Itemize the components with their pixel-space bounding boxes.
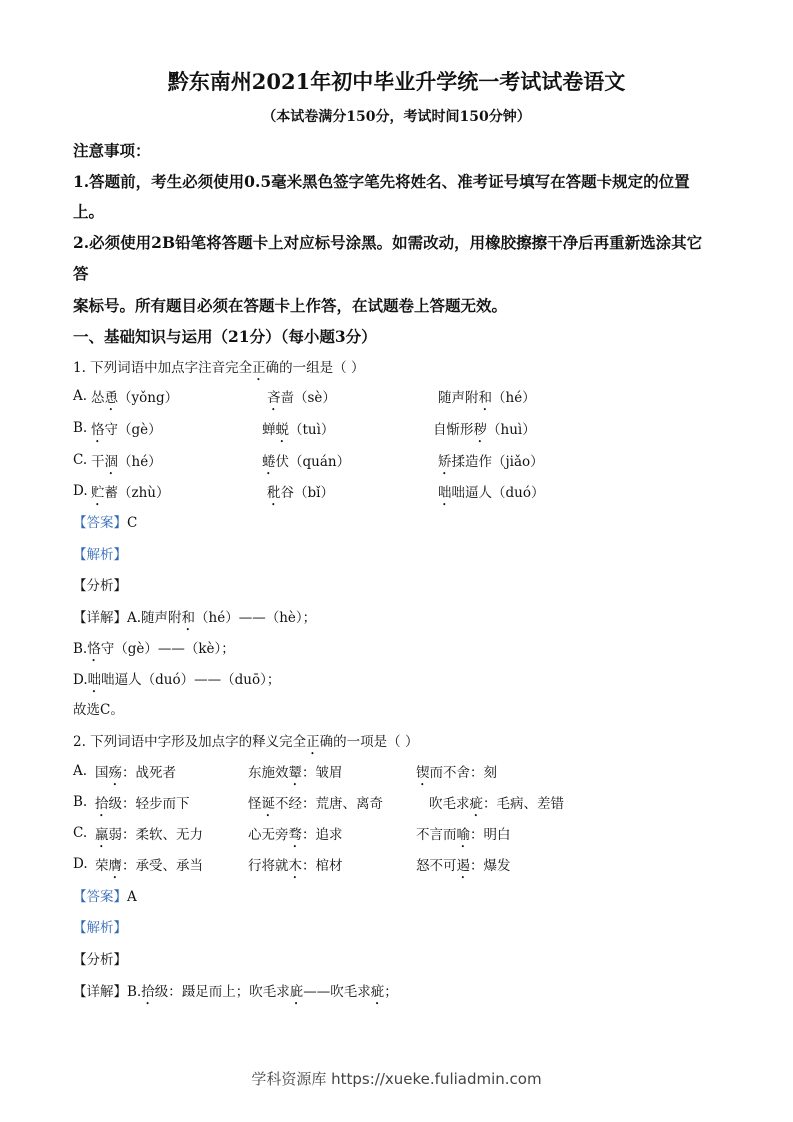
footer-watermark: 学科资源库 https://xueke.fuliadmin.com — [251, 1070, 542, 1088]
q1-option-c-word-3: 矫揉造作（jiǎo） — [438, 454, 544, 470]
q2-option-b-word-2: 怪诞不经：荒唐、离奇 — [248, 796, 383, 812]
q2-option-c-word-3: 不言而喻：明白 — [416, 827, 511, 843]
q2-option-d-word-3: 怒不可遏：爆发 — [416, 858, 511, 874]
notice-2-line-2: 答 — [73, 264, 89, 283]
notice-heading: 注意事项： — [73, 141, 151, 160]
q1-option-b-label: B. — [73, 420, 88, 436]
q1-option-d-word-3: 咄咄逼人（duó） — [438, 485, 545, 501]
q1-option-b-word-2: 蝉蜕（tuì） — [262, 422, 335, 438]
q1-option-c-word-2: 蜷伏（quán） — [262, 454, 351, 470]
q2-option-b-word-1: 拾级：轻步而下 — [95, 796, 190, 812]
q2-option-c-label: C. — [73, 825, 88, 841]
q2-option-a-label: A. — [73, 763, 88, 779]
q1-conclusion: 故选C。 — [73, 702, 124, 718]
q1-option-c-label: C. — [73, 452, 88, 468]
notice-2-line-3: 案标号。所有题目必须在答题卡上作答，在试题卷上答题无效。 — [73, 296, 508, 315]
q1-analysis-label: 【解析】 — [73, 547, 127, 563]
notice-1-line-1: 1.答题前，考生必须使用0.5毫米黑色签字笔先将姓名、准考证号填写在答题卡规定的位置 — [73, 172, 690, 191]
q2-detail-line-1: 【详解】B.拾级：蹑足而上；吹毛求庛——吹毛求疵； — [73, 984, 398, 1000]
q1-option-a-word-1: 怂恿（yǒng） — [91, 390, 179, 406]
q2-fenxi-label: 【分析】 — [73, 952, 127, 968]
notice-2-line-1: 2.必须使用2B铅笔将答题卡上对应标号涂黑。如需改动，用橡胶擦擦干净后再重新选涂其它 — [73, 233, 703, 252]
q2-option-a-word-2: 东施效颦：皱眉 — [248, 765, 343, 781]
q1-answer: 【答案】C — [73, 515, 138, 531]
q1-option-b-word-3: 自惭形秽（huì） — [433, 422, 536, 438]
q1-detail-line-3: D.咄咄逼人（duó）——（duō）； — [73, 672, 281, 688]
q1-option-a-label: A. — [73, 388, 88, 404]
q2-option-b-label: B. — [73, 794, 88, 810]
q1-option-a-word-2: 吝啬（sè） — [267, 390, 336, 406]
q1-option-c-word-1: 干涸（hé） — [91, 454, 162, 470]
document-title: 黔东南州2021年初中毕业升学统一考试试卷语文 — [167, 69, 626, 94]
q2-option-d-label: D. — [73, 856, 88, 872]
q1-option-a-word-3: 随声附和（hé） — [438, 390, 536, 406]
q2-option-c-word-1: 羸弱：柔软、无力 — [95, 827, 203, 843]
q1-detail-line-1: 【详解】A.随声附和（hé）——（hè）； — [73, 610, 317, 626]
q2-option-b-word-3: 吹毛求疵：毛病、差错 — [429, 796, 564, 812]
section-heading: 一、基础知识与运用（21分）（每小题3分） — [73, 327, 377, 346]
notice-1-line-2: 上。 — [73, 202, 105, 221]
q2-answer: 【答案】A — [73, 889, 137, 905]
q1-option-d-word-1: 贮蓄（zhù） — [91, 485, 170, 501]
q1-fenxi-label: 【分析】 — [73, 578, 127, 594]
q2-option-a-word-1: 国殇：战死者 — [95, 765, 176, 781]
document-subtitle: （本试卷满分150分，考试时间150分钟） — [262, 109, 531, 125]
q2-option-d-word-2: 行将就木：棺材 — [248, 858, 343, 874]
q2-option-a-word-3: 锲而不舍：刻 — [416, 765, 497, 781]
q2-option-d-word-1: 荣膺：承受、承当 — [95, 858, 203, 874]
q1-detail-line-2: B.恪守（gè）——（kè）； — [73, 641, 235, 657]
q1-option-b-word-1: 恪守（gè） — [91, 422, 162, 438]
q1-option-d-label: D. — [73, 483, 88, 499]
question-1-stem: 1. 下列词语中加点字注音完全正确的一组是（ ） — [73, 360, 365, 376]
question-2-stem: 2. 下列词语中字形及加点字的释义完全正确的一项是（ ） — [73, 734, 419, 750]
q2-option-c-word-2: 心无旁骛：追求 — [248, 827, 343, 843]
q2-analysis-label: 【解析】 — [73, 920, 127, 936]
q1-option-d-word-2: 秕谷（bǐ） — [267, 485, 334, 501]
